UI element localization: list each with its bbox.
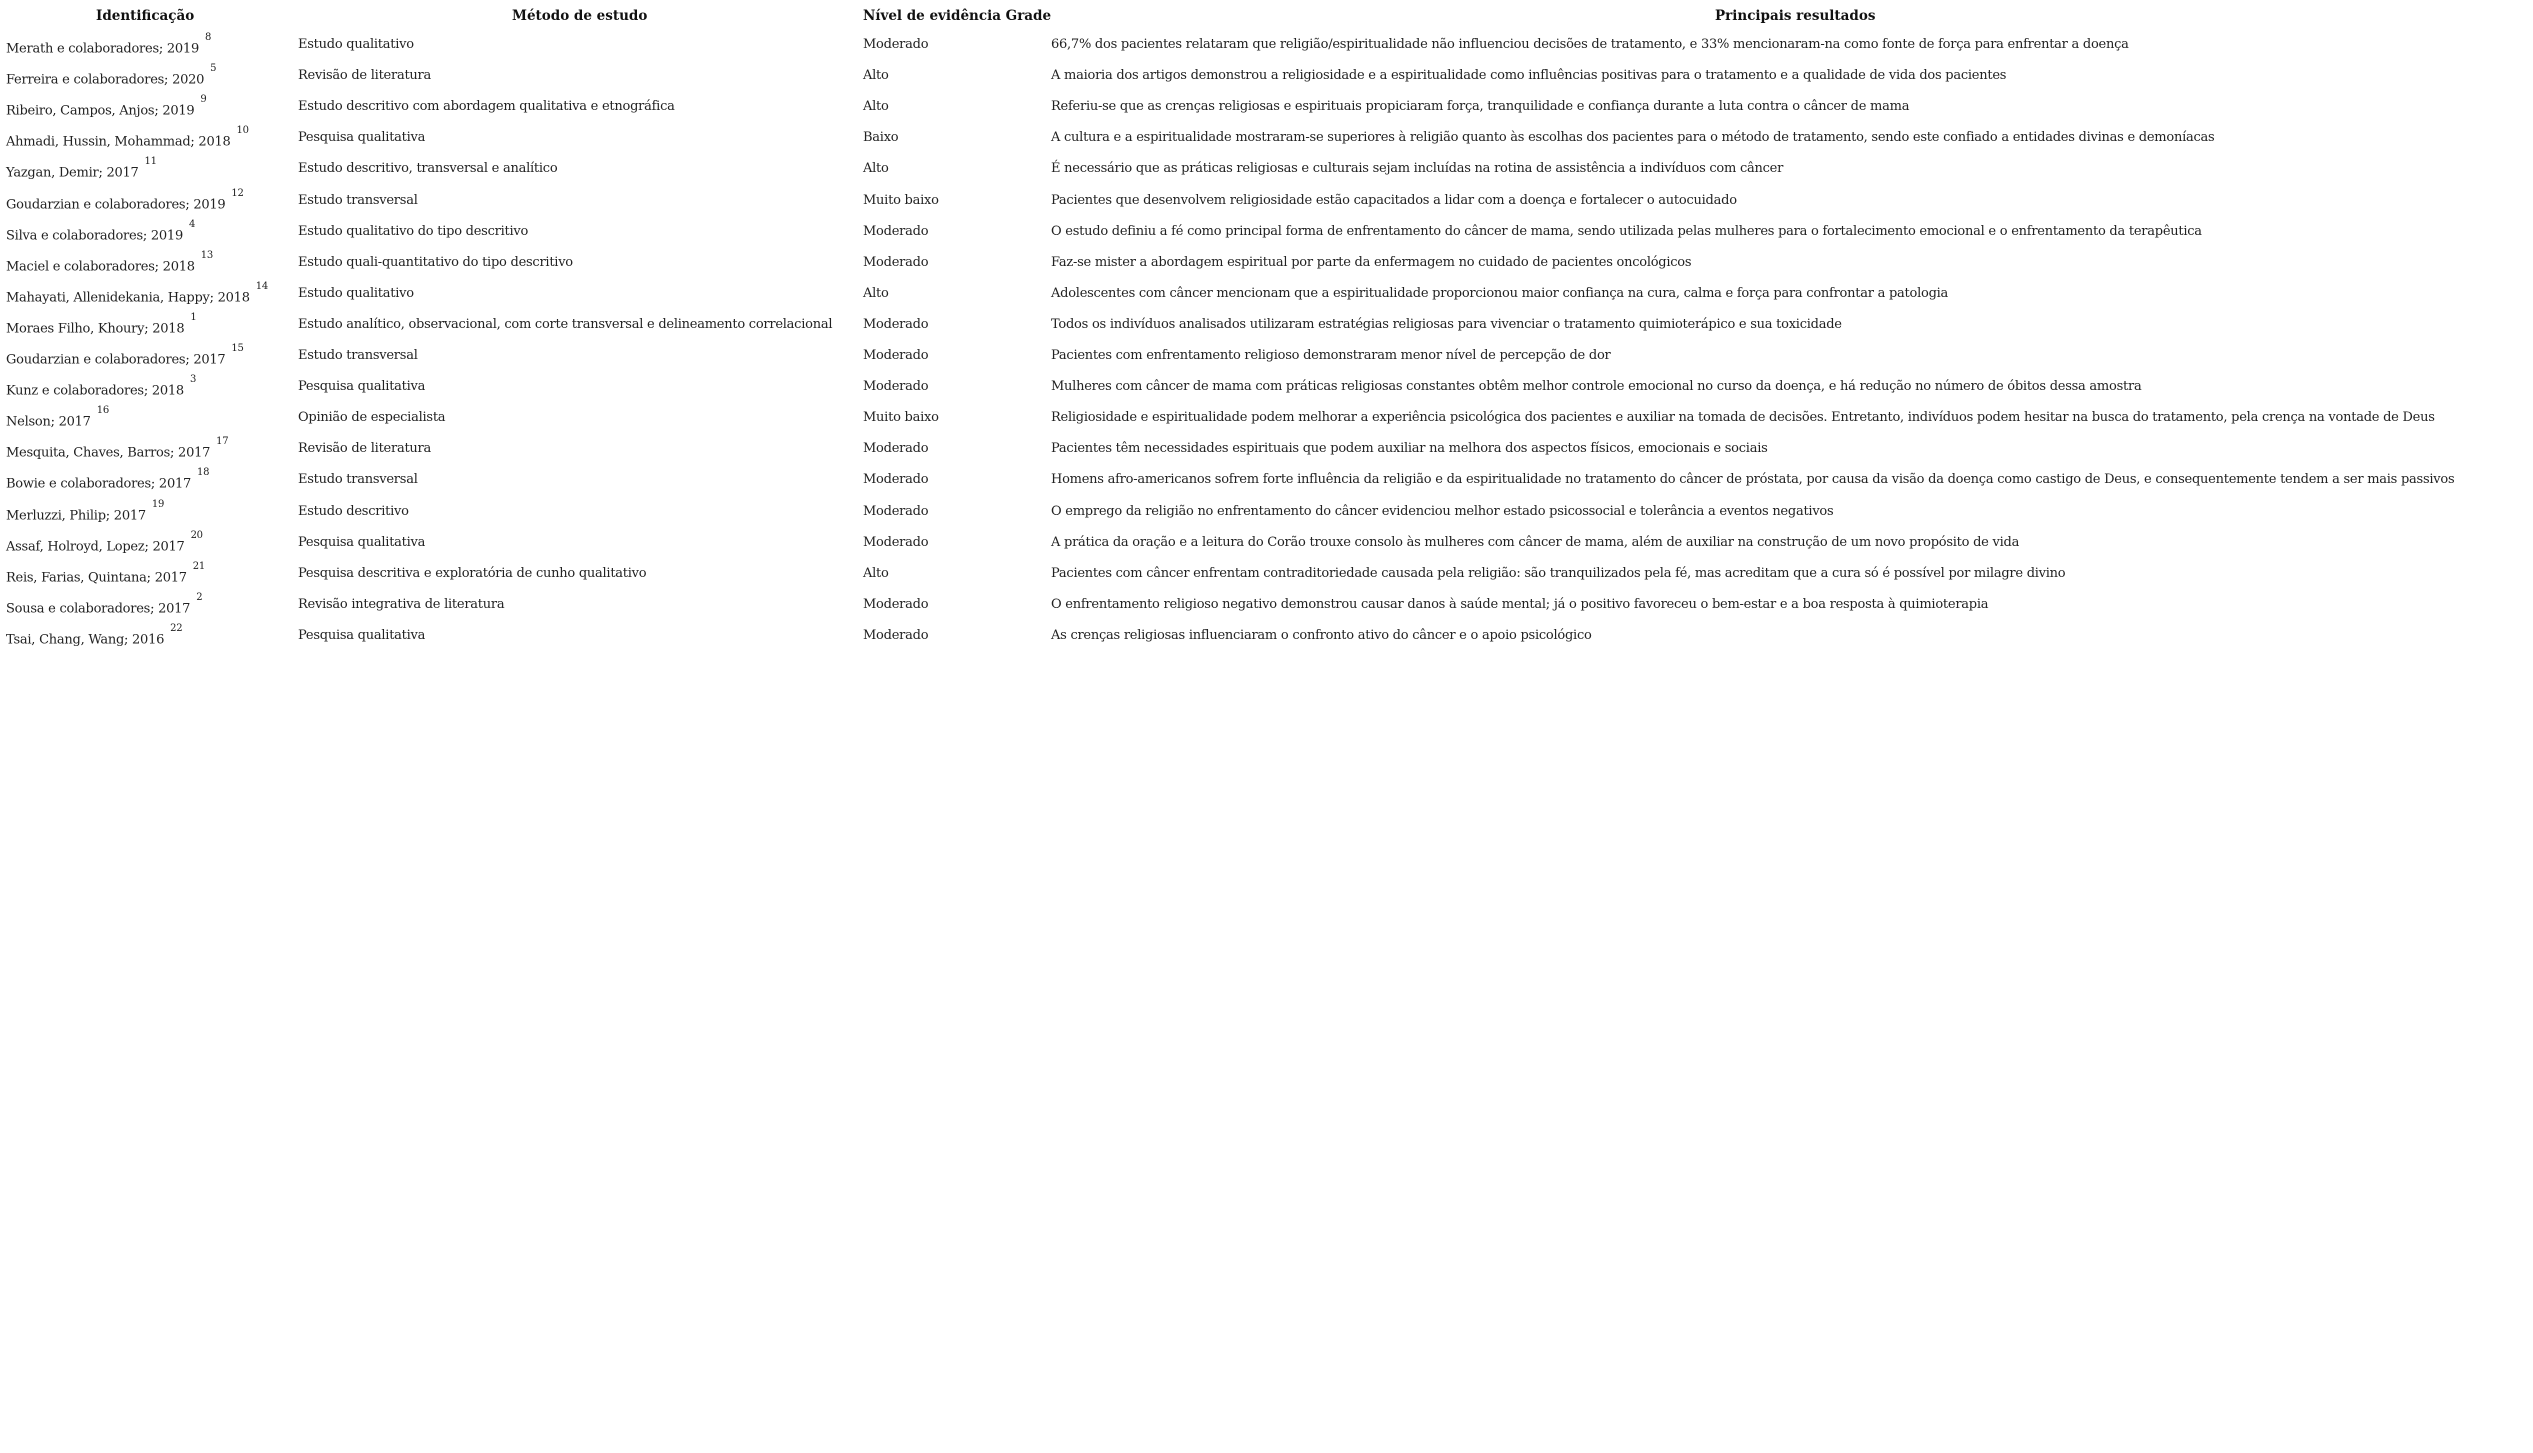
reference-number: 14 (255, 280, 268, 292)
reference-number: 11 (144, 156, 157, 168)
cell-nivel: Moderado (863, 441, 929, 457)
cell-resultado: O enfrentamento religioso negativo demonstrou causar danos à saúde mental; já o positivo favoreceu o bem-estar e a boa resposta à quimioterapia (1051, 596, 1989, 612)
table-row (0, 94, 2533, 129)
cell-resultado: Todos os indivíduos analisados utilizaram estratégias religiosas para vivenciar o tratamento quimioterápico e sua toxicidade (1051, 316, 1842, 332)
cell-resultado: O emprego da religião no enfrentamento do câncer evidenciou melhor estado psicossocial e tolerância a eventos negativos (1051, 503, 1834, 519)
reference-number: 3 (189, 374, 197, 386)
cell-metodo: Estudo qualitativo (298, 37, 414, 52)
table-row (0, 405, 2533, 440)
cell-identificacao (6, 529, 203, 556)
cell-metodo: Revisão integrativa de literatura (298, 596, 505, 612)
reference-number: 16 (96, 405, 109, 417)
reference-number: 8 (204, 32, 212, 43)
cell-metodo: Estudo descritivo com abordagem qualitativa e etnográfica (298, 99, 675, 115)
reference-number: 18 (197, 467, 210, 479)
cell-resultado: Pacientes com câncer enfrentam contraditoriedade causada pela religião: são tranquilizados pela fé, mas acreditam que a cura só é possível por milagre divino (1051, 565, 2066, 581)
cell-identificacao (6, 405, 109, 431)
cell-metodo: Estudo transversal (298, 192, 418, 208)
cell-nivel: Alto (863, 161, 889, 177)
cell-resultado: Mulheres com câncer de mama com práticas religiosas constantes obtêm melhor controle emocional no curso da doença, e há redução no número de óbitos dessa amostra (1051, 379, 2142, 395)
reference-number: 4 (188, 218, 196, 230)
cell-identificacao (6, 498, 165, 525)
cell-resultado: A prática da oração e a leitura do Corão trouxe consolo às mulheres com câncer de mama, além de auxiliar na construção de um novo propósito de vida (1051, 534, 2020, 550)
table-row (0, 156, 2533, 191)
cell-identificacao (6, 94, 207, 120)
cell-identificacao (6, 591, 203, 618)
cell-identificacao (6, 187, 244, 214)
cell-identificacao (6, 249, 213, 276)
table-row (0, 591, 2533, 627)
cell-metodo: Opinião de especialista (298, 410, 446, 426)
cell-metodo: Revisão de literatura (298, 68, 432, 84)
cell-nivel: Moderado (863, 503, 929, 519)
table-row (0, 498, 2533, 534)
author-text: Nelson; 2017 (6, 414, 91, 430)
cell-identificacao (6, 125, 249, 151)
author-text: Tsai, Chang, Wang; 2016 (6, 632, 165, 648)
cell-nivel: Alto (863, 68, 889, 84)
table-row (0, 63, 2533, 98)
reference-number: 20 (190, 529, 203, 541)
cell-metodo: Estudo transversal (298, 348, 418, 363)
cell-identificacao (6, 436, 229, 462)
cell-resultado: O estudo definiu a fé como principal forma de enfrentamento do câncer de mama, sendo utilizada pelas mulheres para o fortalecimento emocional e o enfrentamento da terapêutica (1051, 223, 2202, 239)
cell-nivel: Moderado (863, 254, 929, 270)
reference-number: 2 (196, 591, 203, 603)
cell-nivel: Muito baixo (863, 192, 939, 208)
author-text: Maciel e colaboradores; 2018 (6, 259, 195, 275)
reference-number: 15 (231, 343, 244, 354)
reference-number: 13 (200, 249, 213, 261)
cell-nivel: Moderado (863, 627, 929, 643)
cell-identificacao (6, 311, 197, 338)
cell-nivel: Alto (863, 565, 889, 581)
cell-nivel: Moderado (863, 348, 929, 363)
cell-identificacao (6, 560, 206, 587)
cell-resultado: Pacientes que desenvolvem religiosidade estão capacitados a lidar com a doença e fortalecer o autocuidado (1051, 192, 1737, 208)
author-text: Goudarzian e colaboradores; 2019 (6, 196, 226, 212)
table-row (0, 529, 2533, 565)
cell-resultado: Faz-se mister a abordagem espiritual por parte da enfermagem no cuidado de pacientes oncológicos (1051, 254, 1692, 270)
reference-number: 10 (236, 125, 249, 137)
header-metodo: Método de estudo (512, 8, 648, 24)
author-text: Bowie e colaboradores; 2017 (6, 476, 192, 492)
author-text: Assaf, Holroyd, Lopez; 2017 (6, 538, 185, 554)
cell-nivel: Moderado (863, 37, 929, 52)
cell-resultado: Adolescentes com câncer mencionam que a espiritualidade proporcionou maior confiança na cura, calma e força para confrontar a patologia (1051, 285, 1949, 301)
author-text: Silva e colaboradores; 2019 (6, 227, 183, 243)
cell-resultado: Pacientes com enfrentamento religioso demonstraram menor nível de percepção de dor (1051, 348, 1611, 363)
cell-metodo: Pesquisa qualitativa (298, 627, 426, 643)
cell-metodo: Estudo transversal (298, 472, 418, 488)
table-row (0, 187, 2533, 223)
author-text: Ferreira e colaboradores; 2020 (6, 72, 205, 88)
cell-identificacao (6, 32, 212, 58)
table-row (0, 560, 2533, 596)
cell-metodo: Pesquisa qualitativa (298, 379, 426, 395)
table-row (0, 218, 2533, 254)
table-row (0, 436, 2533, 471)
author-text: Merath e colaboradores; 2019 (6, 41, 199, 57)
cell-resultado: Religiosidade e espiritualidade podem melhorar a experiência psicológica dos pacientes e auxiliar na tomada de decisões. Entretanto, indivíduos podem hesitar na busca do tratamento, pela crença na vontade de Deus (1051, 410, 2435, 426)
cell-resultado: Referiu-se que as crenças religiosas e espirituais propiciaram força, tranquilidade e confiança durante a luta contra o câncer de mama (1051, 99, 1910, 115)
cell-resultado: Pacientes têm necessidades espirituais que podem auxiliar na melhora dos aspectos físicos, emocionais e sociais (1051, 441, 1768, 457)
cell-identificacao (6, 622, 183, 649)
header-identificacao: Identificação (96, 8, 195, 24)
author-text: Moraes Filho, Khoury; 2018 (6, 321, 185, 337)
cell-metodo: Estudo quali-quantitativo do tipo descritivo (298, 254, 573, 270)
header-nivel: Nível de evidência Grade (863, 8, 1052, 24)
cell-nivel: Baixo (863, 130, 899, 146)
cell-metodo: Estudo analítico, observacional, com corte transversal e delineamento correlacional (298, 316, 833, 332)
author-text: Mahayati, Allenidekania, Happy; 2018 (6, 290, 250, 306)
reference-number: 12 (231, 187, 244, 199)
cell-metodo: Pesquisa descritiva e exploratória de cunho qualitativo (298, 565, 647, 581)
author-text: Goudarzian e colaboradores; 2017 (6, 352, 226, 368)
table-row (0, 125, 2533, 160)
cell-resultado: As crenças religiosas influenciaram o confronto ativo do câncer e o apoio psicológico (1051, 627, 1592, 643)
reference-number: 21 (192, 560, 206, 572)
cell-nivel: Moderado (863, 223, 929, 239)
table-row (0, 343, 2533, 378)
cell-nivel: Moderado (863, 472, 929, 488)
cell-nivel: Moderado (863, 316, 929, 332)
author-text: Reis, Farias, Quintana; 2017 (6, 570, 187, 586)
author-text: Kunz e colaboradores; 2018 (6, 383, 184, 399)
table-row (0, 622, 2533, 658)
cell-nivel: Moderado (863, 379, 929, 395)
cell-metodo: Pesquisa qualitativa (298, 130, 426, 146)
cell-resultado: A maioria dos artigos demonstrou a religiosidade e a espiritualidade como influências positivas para o tratamento e a qualidade de vida dos pacientes (1051, 68, 2007, 84)
author-text: Mesquita, Chaves, Barros; 2017 (6, 445, 211, 461)
cell-identificacao (6, 467, 210, 493)
cell-metodo: Revisão de literatura (298, 441, 432, 457)
cell-metodo: Estudo descritivo (298, 503, 409, 519)
reference-number: 5 (210, 63, 217, 75)
author-text: Yazgan, Demir; 2017 (6, 165, 139, 181)
cell-nivel: Moderado (863, 596, 929, 612)
cell-metodo: Estudo qualitativo (298, 285, 414, 301)
cell-nivel: Alto (863, 99, 889, 115)
cell-identificacao (6, 280, 268, 307)
cell-nivel: Alto (863, 285, 889, 301)
author-text: Merluzzi, Philip; 2017 (6, 507, 146, 523)
cell-resultado: É necessário que as práticas religiosas e culturais sejam incluídas na rotina de assistência a indivíduos com câncer (1051, 161, 1784, 177)
cell-resultado: A cultura e a espiritualidade mostraram-se superiores à religião quanto às escolhas dos pacientes para o método de tratamento, sendo este confiado a entidades divinas e demoníacas (1051, 130, 2215, 146)
cell-metodo: Pesquisa qualitativa (298, 534, 426, 550)
cell-identificacao (6, 343, 244, 369)
cell-identificacao (6, 156, 157, 182)
reference-number: 9 (200, 94, 207, 106)
header-resultados: Principais resultados (1715, 8, 1876, 24)
cell-resultado: 66,7% dos pacientes relataram que religião/espiritualidade não influenciou decisões de tratamento, e 33% mencionaram-na como fonte de força para enfrentar a doença (1051, 37, 2129, 52)
cell-nivel: Moderado (863, 534, 929, 550)
cell-metodo: Estudo qualitativo do tipo descritivo (298, 223, 529, 239)
table-row (0, 467, 2533, 502)
table-row (0, 32, 2533, 67)
author-text: Sousa e colaboradores; 2017 (6, 601, 191, 617)
cell-identificacao (6, 63, 217, 89)
table-row (0, 280, 2533, 316)
reference-number: 1 (190, 311, 197, 323)
reference-number: 17 (216, 436, 229, 448)
reference-number: 22 (170, 622, 183, 634)
cell-metodo: Estudo descritivo, transversal e analítico (298, 161, 558, 177)
reference-number: 19 (151, 498, 165, 510)
cell-identificacao (6, 374, 197, 400)
table-row (0, 249, 2533, 285)
author-text: Ribeiro, Campos, Anjos; 2019 (6, 103, 195, 119)
table-row (0, 374, 2533, 409)
author-text: Ahmadi, Hussin, Mohammad; 2018 (6, 134, 231, 150)
cell-identificacao (6, 218, 196, 245)
table-row (0, 311, 2533, 347)
cell-nivel: Muito baixo (863, 410, 939, 426)
cell-resultado: Homens afro-americanos sofrem forte influência da religião e da espiritualidade no tratamento do câncer de próstata, por causa da visão da doença como castigo de Deus, e consequentemente tendem a ser mais passivos (1051, 472, 2455, 488)
